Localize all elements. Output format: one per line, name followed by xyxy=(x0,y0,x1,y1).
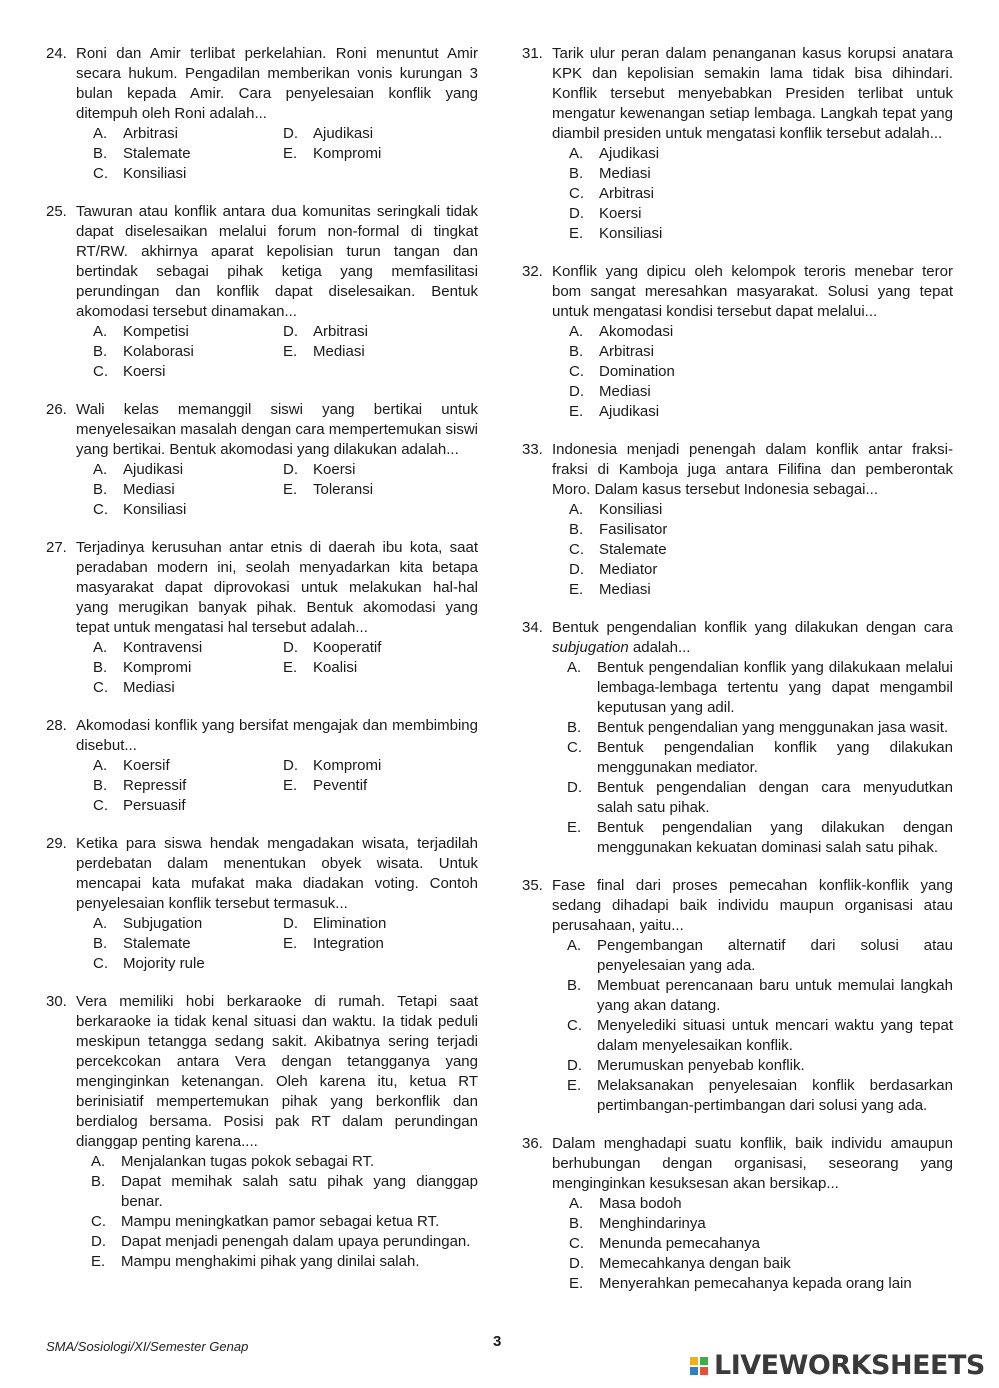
option-d[interactable]: D. Mediator xyxy=(569,561,658,578)
logo-square xyxy=(690,1367,698,1375)
option-e[interactable]: E. Peventif xyxy=(283,777,368,794)
option-e[interactable]: E. Mediasi xyxy=(569,581,651,598)
option-c[interactable]: C. Persuasif xyxy=(93,797,186,814)
option-e[interactable]: E. Mampu menghakimi pihak yang dinilai salah. xyxy=(91,1253,420,1270)
option-e[interactable]: E. Integration xyxy=(283,935,384,952)
question-number: 27. xyxy=(46,539,67,556)
options xyxy=(569,1194,953,1294)
option-d[interactable]: D. Merumuskan penyebab konflik. xyxy=(567,1057,805,1074)
question-text: Ketika para siswa hendak mengadakan wisata, terjadilah perdebatan dalam menentukan obyek wisata. Untuk mencapai kata mufakat maka diadakan voting. Contoh penyelesaian konflik tersebut termasuk... xyxy=(76,835,478,912)
liveworksheets-icon xyxy=(690,1357,708,1375)
option-a[interactable]: A. Ajudikasi xyxy=(93,461,184,478)
question-number: 25. xyxy=(46,203,67,220)
option-a[interactable]: A. Konsiliasi xyxy=(569,501,663,518)
question-36 xyxy=(522,1134,953,1294)
option-c[interactable]: C. Mediasi xyxy=(93,679,175,696)
question-text: Akomodasi konflik yang bersifat mengajak dan membimbing disebut... xyxy=(76,717,478,754)
options xyxy=(569,322,953,422)
option-c[interactable]: C. Konsiliasi xyxy=(93,501,187,518)
question-text: Terjadinya kerusuhan antar etnis di daerah ibu kota, saat peradaban modern ini, seolah menyadarkan kita betapa masyarakat dapat diprovokasi untuk melakukan hal-hal yang merugikan banyak pihak. Bentuk akomodasi yang tepat untuk mengatasi hal tersebut adalah... xyxy=(76,539,478,636)
option-e[interactable]: E. Bentuk pengendalian yang dilakukan dengan menggunakan kekuatan dominasi salah satu pihak. xyxy=(567,819,953,856)
question-number: 36. xyxy=(522,1135,543,1152)
option-a[interactable]: A. Menjalankan tugas pokok sebagai RT. xyxy=(91,1153,375,1170)
option-d[interactable]: D. Mediasi xyxy=(569,383,651,400)
option-d[interactable]: D. Arbitrasi xyxy=(283,323,369,340)
question-27 xyxy=(46,538,478,698)
option-c[interactable]: C. Konsiliasi xyxy=(93,165,187,182)
question-text: Vera memiliki hobi berkaraoke di rumah. Tetapi saat berkaraoke ia tidak kenal situasi dan waktu. Ia tidak peduli meskipun tetangga sedang sakit. Akibatnya sering terjadi percekcokan antara Vera dengan tetangganya yang menginginkan ketenangan. Oleh karena itu, ketua RT berinisiatif mempertemukan pihak yang berkonflik dan berdialog bersama. Posisi pak RT dalam perundingan dianggap penting karena.... xyxy=(76,993,478,1150)
option-b[interactable]: B. Dapat memihak salah satu pihak yang dianggap benar. xyxy=(91,1173,478,1210)
option-d[interactable]: D. Memecahkanya dengan baik xyxy=(569,1255,791,1272)
brand-name: LIVEWORKSHEETS xyxy=(714,1350,985,1381)
options xyxy=(93,756,478,816)
option-c[interactable]: C. Menunda pemecahanya xyxy=(569,1235,760,1252)
question-text: Bentuk pengendalian konflik yang dilakukan dengan cara subjugation adalah... xyxy=(552,619,953,656)
options xyxy=(93,914,478,974)
italic-term: subjugation xyxy=(552,639,629,656)
option-e[interactable]: E. Menyerahkan pemecahanya kepada orang lain xyxy=(569,1275,912,1292)
question-number: 24. xyxy=(46,45,67,62)
option-c[interactable]: C. Arbitrasi xyxy=(569,185,655,202)
logo-square xyxy=(700,1357,708,1365)
question-text: Fase final dari proses pemecahan konflik-konflik yang sedang dihadapi baik individu maupun organisasi atau perusahaan, yaitu... xyxy=(552,877,953,934)
option-b[interactable]: B. Membuat perencanaan baru untuk memulai langkah yang akan datang. xyxy=(567,977,953,1014)
question-25 xyxy=(46,202,478,382)
option-b[interactable]: B. Arbitrasi xyxy=(569,343,655,360)
question-31 xyxy=(522,44,953,244)
question-28 xyxy=(46,716,478,816)
options xyxy=(93,124,478,184)
question-text: Tawuran atau konflik antara dua komunitas seringkali tidak dapat diselesaikan melalui forum non-formal di tingkat RT/RW. akhirnya aparat kepolisian turun tangan dan bertindak sebagai pihak ketiga yang memfasilitasi perundingan dan konflik dapat diselesaikan. Bentuk akomodasi tersebut dinamakan... xyxy=(76,203,478,320)
question-number: 31. xyxy=(522,45,543,62)
option-c[interactable]: C. Mojority rule xyxy=(93,955,205,972)
options xyxy=(569,500,953,600)
question-number: 29. xyxy=(46,835,67,852)
options xyxy=(91,1152,478,1272)
option-b[interactable]: B. Stalemate xyxy=(93,935,191,952)
option-d[interactable]: D. Dapat menjadi penengah dalam upaya perundingan. xyxy=(91,1233,471,1250)
option-c[interactable]: C. Stalemate xyxy=(569,541,667,558)
options xyxy=(93,638,478,698)
options xyxy=(567,658,953,858)
option-d[interactable]: D. Ajudikasi xyxy=(283,125,374,142)
option-a[interactable]: A. Bentuk pengendalian konflik yang dilakukaan melalui lembaga-lembaga tertentu yang dapat mengambil keputusan yang adil. xyxy=(567,659,953,716)
option-c[interactable]: C. Menyelediki situasi untuk mencari waktu yang tepat dalam menyelesaikan konflik. xyxy=(567,1017,953,1054)
option-e[interactable]: E. Toleransi xyxy=(283,481,374,498)
question-26 xyxy=(46,400,478,520)
question-33 xyxy=(522,440,953,600)
option-a[interactable]: A. Subjugation xyxy=(93,915,203,932)
option-d[interactable]: D. Bentuk pengendalian dengan cara menyudutkan salah satu pihak. xyxy=(567,779,953,816)
question-number: 34. xyxy=(522,619,543,636)
question-number: 30. xyxy=(46,993,67,1010)
option-a[interactable]: A. Kontravensi xyxy=(93,639,203,656)
option-e[interactable]: E. Ajudikasi xyxy=(569,403,660,420)
option-c[interactable]: C. Domination xyxy=(569,363,675,380)
question-number: 28. xyxy=(46,717,67,734)
option-d[interactable]: D. Koersi xyxy=(569,205,642,222)
question-number: 35. xyxy=(522,877,543,894)
question-29 xyxy=(46,834,478,974)
footer-course-label: SMA/Sosiologi/XI/Semester Genap xyxy=(46,1339,249,1354)
option-e[interactable]: E. Melaksanakan penyelesaian konflik berdasarkan pertimbangan-pertimbangan dari solusi yang ada. xyxy=(567,1077,953,1114)
options xyxy=(567,936,953,1116)
logo-square xyxy=(690,1357,698,1365)
option-b[interactable]: B. Kompromi xyxy=(93,659,192,676)
liveworksheets-logo[interactable] xyxy=(690,1350,985,1381)
question-30 xyxy=(46,992,478,1272)
option-a[interactable]: A. Pengembangan alternatif dari solusi atau penyelesaian yang ada. xyxy=(567,937,953,974)
question-number: 26. xyxy=(46,401,67,418)
option-b[interactable]: B. Kolaborasi xyxy=(93,343,194,360)
question-32 xyxy=(522,262,953,422)
option-d[interactable]: D. Kompromi xyxy=(283,757,382,774)
question-text: Wali kelas memanggil siswi yang bertikai untuk menyelesaikan masalah dengan cara mempertemukan siswi yang bertikai. Bentuk akomodasi yang dilakukan adalah... xyxy=(76,401,478,458)
option-a[interactable]: A. Ajudikasi xyxy=(569,145,660,162)
option-e[interactable]: E. Kompromi xyxy=(283,145,382,162)
option-b[interactable]: B. Bentuk pengendalian yang menggunakan jasa wasit. xyxy=(567,719,949,736)
logo-square xyxy=(700,1367,708,1375)
right-column xyxy=(522,44,953,1312)
option-a[interactable]: A. Arbitrasi xyxy=(93,125,179,142)
question-number: 32. xyxy=(522,263,543,280)
option-a[interactable]: A. Masa bodoh xyxy=(569,1195,682,1212)
option-b[interactable]: B. Mediasi xyxy=(93,481,175,498)
left-column xyxy=(46,44,478,1290)
option-a[interactable]: A. Akomodasi xyxy=(569,323,674,340)
options xyxy=(93,460,478,520)
option-e[interactable]: E. Konsiliasi xyxy=(569,225,663,242)
option-d[interactable]: D. Kooperatif xyxy=(283,639,382,656)
option-c[interactable]: C. Mampu meningkatkan pamor sebagai ketua RT. xyxy=(91,1213,440,1230)
option-d[interactable]: D. Koersi xyxy=(283,461,356,478)
option-c[interactable]: C. Koersi xyxy=(93,363,166,380)
question-text: Roni dan Amir terlibat perkelahian. Roni menuntut Amir secara hukum. Pengadilan memberikan vonis kurungan 3 bulan kepada Amir. Cara penyelesaian konflik yang ditempuh oleh Roni adalah... xyxy=(76,45,478,122)
option-d[interactable]: D. Elimination xyxy=(283,915,387,932)
option-b[interactable]: B. Repressif xyxy=(93,777,187,794)
option-c[interactable]: C. Bentuk pengendalian konflik yang dilakukan menggunakan mediator. xyxy=(567,739,953,776)
question-number: 33. xyxy=(522,441,543,458)
option-b[interactable]: B. Fasilisator xyxy=(569,521,668,538)
question-text: Indonesia menjadi penengah dalam konflik antar fraksi-fraksi di Kamboja juga antara Filifina dan pemberontak Moro. Dalam kasus tersebut Indonesia sebagai... xyxy=(552,441,953,498)
option-b[interactable]: B. Mediasi xyxy=(569,165,651,182)
question-text: Dalam menghadapi suatu konflik, baik individu amaupun berhubungan dengan organisasi, seseorang yang menginginkan kesuksesan akan bersikap... xyxy=(552,1135,953,1192)
question-24 xyxy=(46,44,478,184)
options xyxy=(93,322,478,382)
question-text: Tarik ulur peran dalam penanganan kasus korupsi anatara KPK dan kepolisian semakin lama tidak bisa dihindari. Konflik tersebut menyebabkan Presiden terlibat untuk mengatur kewenangan setiap lembaga. Langkah tepat yang diambil presiden untuk mengatasi konflik tersebut adalah... xyxy=(552,45,953,142)
option-e[interactable]: E. Koalisi xyxy=(283,659,358,676)
option-b[interactable]: B. Menghindarinya xyxy=(569,1215,706,1232)
option-a[interactable]: A. Koersif xyxy=(93,757,170,774)
page-number: 3 xyxy=(493,1333,502,1350)
options xyxy=(569,144,953,244)
question-34 xyxy=(522,618,953,858)
option-b[interactable]: B. Stalemate xyxy=(93,145,191,162)
option-a[interactable]: A. Kompetisi xyxy=(93,323,189,340)
question-text: Konflik yang dipicu oleh kelompok teroris menebar teror bom sangat meresahkan masyarakat. Solusi yang tepat untuk mengatasi kondisi tersebut dapat melalui... xyxy=(552,263,953,320)
question-35 xyxy=(522,876,953,1116)
option-e[interactable]: E. Mediasi xyxy=(283,343,365,360)
